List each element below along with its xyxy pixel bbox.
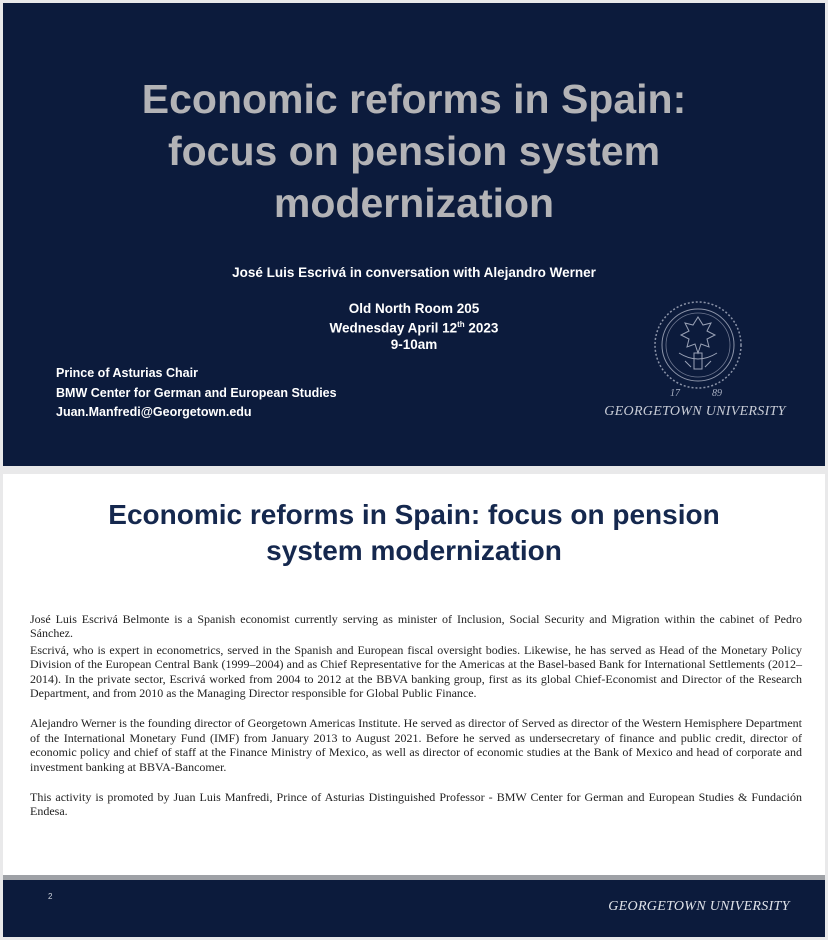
bio-escriva-intro: José Luis Escrivá Belmonte is a Spanish economist currently serving as minister of Inclusion, Social Security and Migration within the cabinet of Pedro Sánchez.	[30, 612, 802, 641]
university-wordmark: GEORGETOWN UNIVERSITY	[604, 404, 786, 419]
contact-center: BMW Center for German and European Studies	[56, 385, 337, 400]
conversation-subtitle: José Luis Escrivá in conversation with Alejandro Werner	[232, 265, 596, 280]
event-time: 9-10am	[390, 336, 438, 352]
slide-2-title-line: system modernization	[266, 535, 562, 566]
slide-2	[3, 474, 825, 937]
slide-2-footer	[3, 875, 825, 937]
slide-1-title	[43, 73, 785, 229]
university-wordmark: GEORGETOWN UNIVERSITY	[608, 899, 790, 914]
event-location: Old North Room 205	[348, 301, 480, 316]
slide-2-title	[43, 497, 785, 569]
contact-chair: Prince of Asturias Chair	[56, 366, 198, 380]
seal-year-left: 17	[670, 388, 680, 399]
event-date-suffix: th	[457, 320, 465, 329]
slide-1-title-line: Economic reforms in Spain:	[141, 76, 687, 122]
event-date-year: 2023	[464, 320, 499, 336]
page-number: 2	[48, 892, 53, 901]
seal-year-right: 89	[712, 388, 722, 399]
contact-email: Juan.Manfredi@Georgetown.edu	[56, 405, 252, 419]
contact-block	[56, 364, 337, 423]
slide-1-title-line: modernization	[273, 180, 555, 226]
slide-2-body	[30, 612, 802, 821]
bio-werner: Alejandro Werner is the founding director of Georgetown Americas Institute. He served as director of Served as director of the Western Hemisphere Department of the International Monetary Fund (IMF) from January 2013 to August 2021. Before he served as undersecretary of finance and public credit, director of economic policy and chief of staff at the Finance Ministry of Mexico, as well as director of economic studies at the Bank of Mexico and head of corporate and investment banking at BBVA-Bancomer.	[30, 716, 802, 774]
slide-1-title-line: focus on pension system	[167, 128, 661, 174]
event-date-prefix: Wednesday April 12	[329, 320, 458, 336]
slide-1	[3, 3, 825, 466]
georgetown-seal-icon	[651, 295, 745, 401]
slide-2-title-line: Economic reforms in Spain: focus on pension	[108, 499, 720, 530]
activity-promotion: This activity is promoted by Juan Luis Manfredi, Prince of Asturias Distinguished Professor - BMW Center for German and European Studies & Fundación Endesa.	[30, 790, 802, 819]
bio-escriva-career: Escrivá, who is expert in econometrics, served in the Spanish and European fiscal oversight bodies. Likewise, he has served as Head of the Monetary Policy Division of the European Central Bank (1999–2004) and as Chief Representative for the Americas at the Basel-based Bank for International Settlements (2012–2014). In the private sector, Escrivá worked from 2004 to 2012 at the BBVA banking group, first as its global Chief-Economist and Director of the Research Department, and from 2010 as the Managing Director responsible for Global Public Finance.	[30, 642, 802, 701]
